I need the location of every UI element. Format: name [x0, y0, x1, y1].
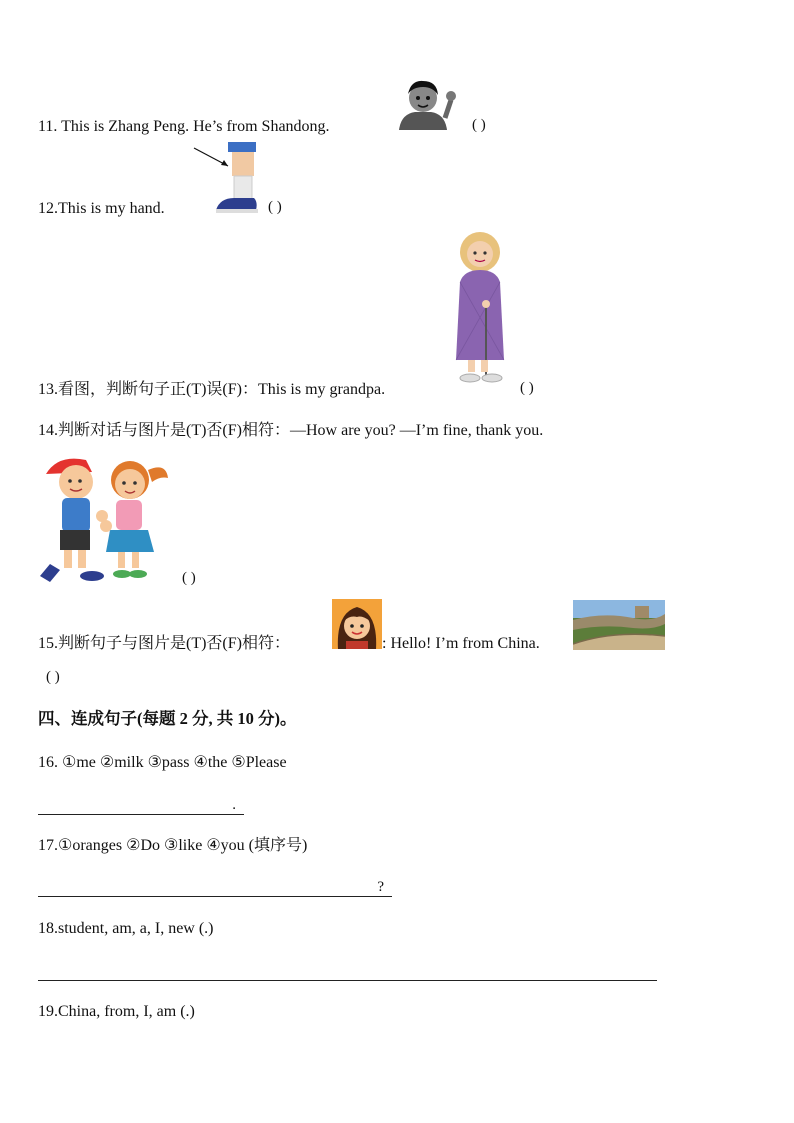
answer-paren-15: ( ) — [46, 669, 60, 685]
question-17 — [38, 836, 307, 856]
question-12 — [38, 199, 165, 219]
answer-paren-12: ( ) — [268, 199, 282, 215]
boy-waving-icon — [393, 78, 459, 134]
question-15-after — [382, 634, 540, 654]
answer-line-17[interactable] — [38, 878, 392, 897]
question-13 — [38, 380, 385, 400]
leg-icon — [190, 140, 262, 216]
question-11-text: 11. This is Zhang Peng. He’s from Shandong. — [38, 118, 330, 135]
question-16-text: 16. ①me ②milk ③pass ④the ⑤Please — [38, 754, 287, 771]
girl-portrait-icon — [332, 599, 382, 649]
question-19-text: 19.China, from, I, am (.) — [38, 1003, 195, 1020]
question-12-text: 12.This is my hand. — [38, 200, 165, 217]
question-18 — [38, 919, 214, 939]
question-14-text: 14.判断对话与图片是(T)否(F)相符：—How are you? —I’m fine, thank you. — [38, 422, 544, 439]
answer-paren-11: ( ) — [472, 117, 486, 133]
section-4-heading: 四、连成句子(每题 2 分, 共 10 分)。 — [38, 709, 297, 728]
answer-line-17-end: ? — [377, 879, 384, 895]
question-16 — [38, 753, 287, 773]
kids-holding-hands-icon — [36, 452, 176, 586]
answer-paren-13: ( ) — [520, 380, 534, 396]
question-15 — [38, 634, 290, 654]
question-14 — [38, 421, 543, 441]
question-11 — [38, 117, 330, 137]
question-17-text: 17.①oranges ②Do ③like ④you (填序号) — [38, 837, 308, 854]
grandma-icon — [446, 228, 512, 390]
answer-line-16[interactable] — [38, 796, 244, 815]
great-wall-icon — [573, 600, 665, 650]
question-15-text-after: : Hello! I’m from China. — [382, 635, 540, 652]
question-19 — [38, 1002, 195, 1022]
answer-paren-14: ( ) — [182, 570, 196, 586]
question-18-text: 18.student, am, a, I, new (.) — [38, 920, 214, 937]
answer-line-18[interactable] — [38, 962, 657, 981]
question-15-text-before: 15.判断句子与图片是(T)否(F)相符： — [38, 635, 290, 652]
question-13-text: 13.看图，判断句子正(T)误(F)：This is my grandpa. — [38, 381, 386, 398]
answer-line-16-end: . — [232, 797, 236, 813]
